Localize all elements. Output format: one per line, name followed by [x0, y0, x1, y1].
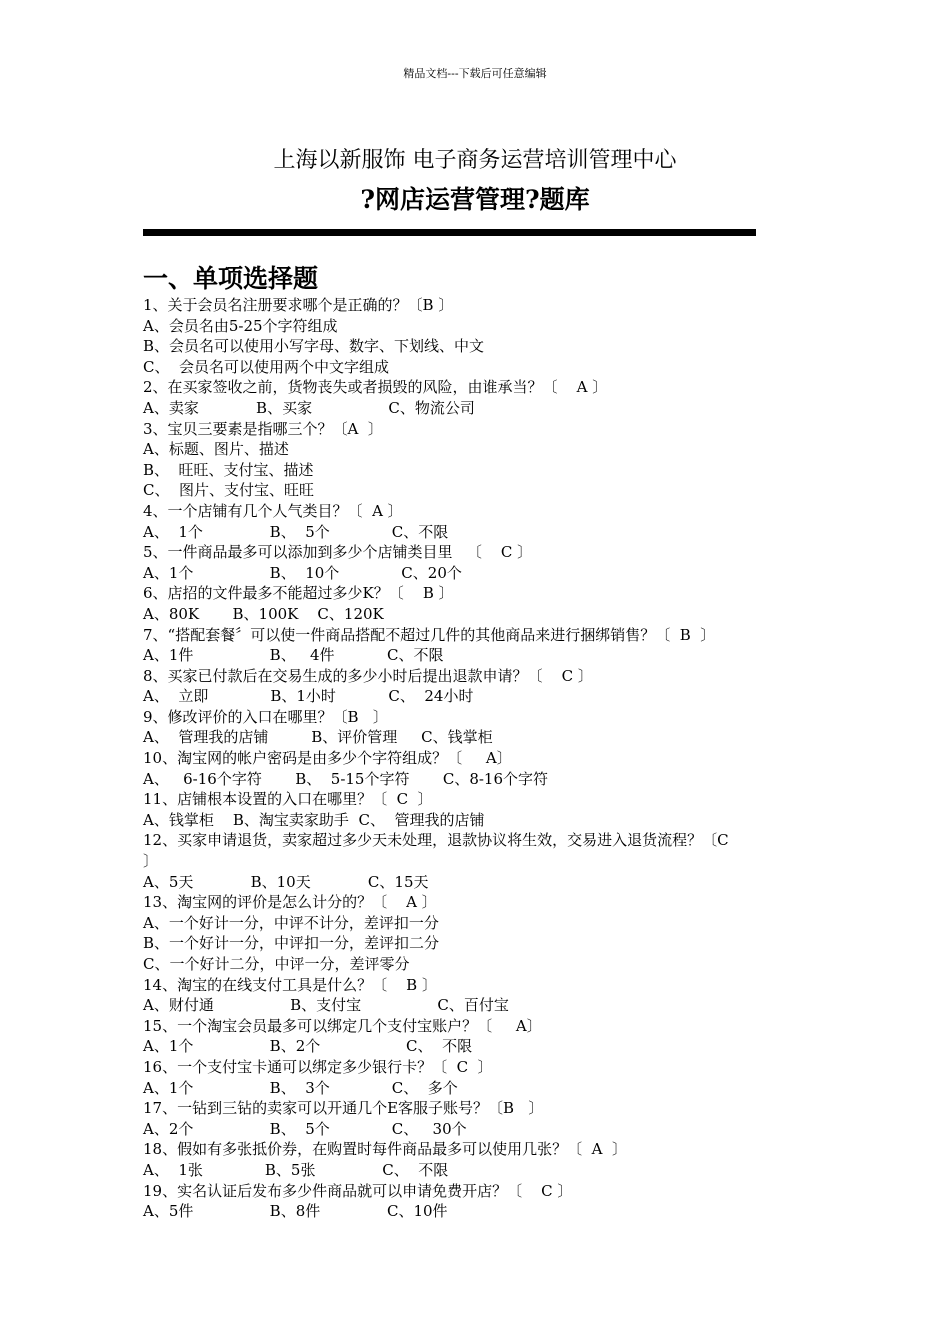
text-line: 11、店铺根本设置的入口在哪里？〔 C 〕: [143, 790, 433, 809]
text-line: A、会员名由5-25个字符组成: [143, 316, 338, 335]
text-line: A、标题、图片、描述: [143, 440, 289, 459]
text-line: A、1个 B、2个 C、 不限: [143, 1037, 473, 1056]
text-line: 10、淘宝网的帐户密码是由多少个字符组成？〔 A〕: [143, 749, 512, 768]
text-line: A、1个 B、 3个 C、 多个: [143, 1078, 458, 1097]
text-line: A、一个好计一分，中评不计分，差评扣一分: [143, 913, 439, 932]
text-line: A、5件 B、8件 C、10件: [143, 1202, 448, 1221]
text-line: 18、假如有多张抵价券，在购置时每件商品最多可以使用几张？〔 A 〕: [143, 1140, 627, 1159]
text-line: 3、宝贝三要素是指哪三个？〔A 〕: [143, 419, 383, 438]
text-line: A、 6-16个字符 B、 5-15个字符 C、8-16个字符: [143, 769, 549, 788]
text-line: 19、实名认证后发布多少件商品就可以申请免费开店？〔 C 〕: [143, 1181, 573, 1200]
text-line: A、80K B、100K C、120K: [143, 604, 384, 623]
text-line: 12、买家申请退货，卖家超过多少天未处理，退款协议将生效，交易进入退货流程？〔C: [143, 831, 729, 850]
document-title: ?网店运营管理?题库: [360, 185, 590, 214]
text-line: 15、一个淘宝会员最多可以绑定几个支付宝账户？〔 A〕: [143, 1016, 542, 1035]
text-line: A、 立即 B、1小时 C、 24小时: [143, 687, 474, 706]
text-line: A、5天 B、10天 C、15天: [143, 872, 429, 891]
text-line: C、 图片、支付宝、旺旺: [143, 481, 315, 500]
text-line: B、一个好计一分，中评扣一分，差评扣二分: [143, 934, 440, 953]
text-line: A、 管理我的店铺 B、评价管理 C、钱掌柜: [143, 728, 493, 747]
text-line: A、卖家 B、买家 C、物流公司: [143, 398, 475, 417]
text-line: A、2个 B、 5个 C、 30个: [143, 1119, 467, 1138]
text-line: 8、买家已付款后在交易生成的多少小时后提出退款申请？〔 C 〕: [143, 666, 593, 685]
title-divider: [143, 229, 756, 236]
text-line: B、 旺旺、支付宝、描述: [143, 460, 314, 479]
document-subtitle: 上海以新服饰 电子商务运营培训管理中心: [273, 148, 677, 173]
text-line: B、会员名可以使用小写字母、数字、下划线、中文: [143, 337, 485, 356]
page-header-watermark: 精品文档---下载后可任意编辑: [403, 67, 547, 80]
text-line: A、 1张 B、5张 C、 不限: [143, 1160, 449, 1179]
text-line: 〕: [143, 852, 159, 871]
text-line: 17、一钻到三钻的卖家可以开通几个E客服子账号？〔B 〕: [143, 1099, 544, 1118]
text-line: 7、“搭配套餐〞可以使一件商品搭配不超过几件的其他商品来进行捆绑销售？〔 B 〕: [143, 625, 716, 644]
text-line: 6、店招的文件最多不能超过多少K？〔 B 〕: [143, 584, 454, 603]
text-line: A、1个 B、 10个 C、20个: [143, 563, 462, 582]
text-line: 13、淘宝网的评价是怎么计分的？〔 A 〕: [143, 893, 437, 912]
text-line: 14、淘宝的在线支付工具是什么？〔 B 〕: [143, 975, 437, 994]
text-line: C、一个好计二分，中评一分，差评零分: [143, 955, 410, 973]
text-line: 1、关于会员名注册要求哪个是正确的？〔B 〕: [143, 296, 454, 314]
section-heading: 一、单项选择题: [143, 264, 319, 293]
text-line: C、 会员名可以使用两个中文字组成: [143, 357, 390, 376]
text-line: 2、在买家签收之前，货物丧失或者损毁的风险，由谁承当？〔 A 〕: [143, 378, 608, 397]
text-line: A、1件 B、 4件 C、不限: [143, 646, 444, 665]
question-list: [143, 295, 813, 1222]
text-line: A、财付通 B、支付宝 C、百付宝: [143, 996, 509, 1015]
text-line: A、 1个 B、 5个 C、不限: [143, 522, 449, 541]
text-line: 9、修改评价的入口在哪里？〔B 〕: [143, 707, 388, 726]
text-line: 4、一个店铺有几个人气类目？〔 A 〕: [143, 501, 403, 520]
text-line: A、钱掌柜 B、淘宝卖家助手 C、 管理我的店铺: [143, 810, 485, 829]
text-line: 16、一个支付宝卡通可以绑定多少银行卡？〔 C 〕: [143, 1057, 493, 1076]
text-line: 5、一件商品最多可以添加到多少个店铺类目里 〔 C 〕: [143, 543, 533, 562]
